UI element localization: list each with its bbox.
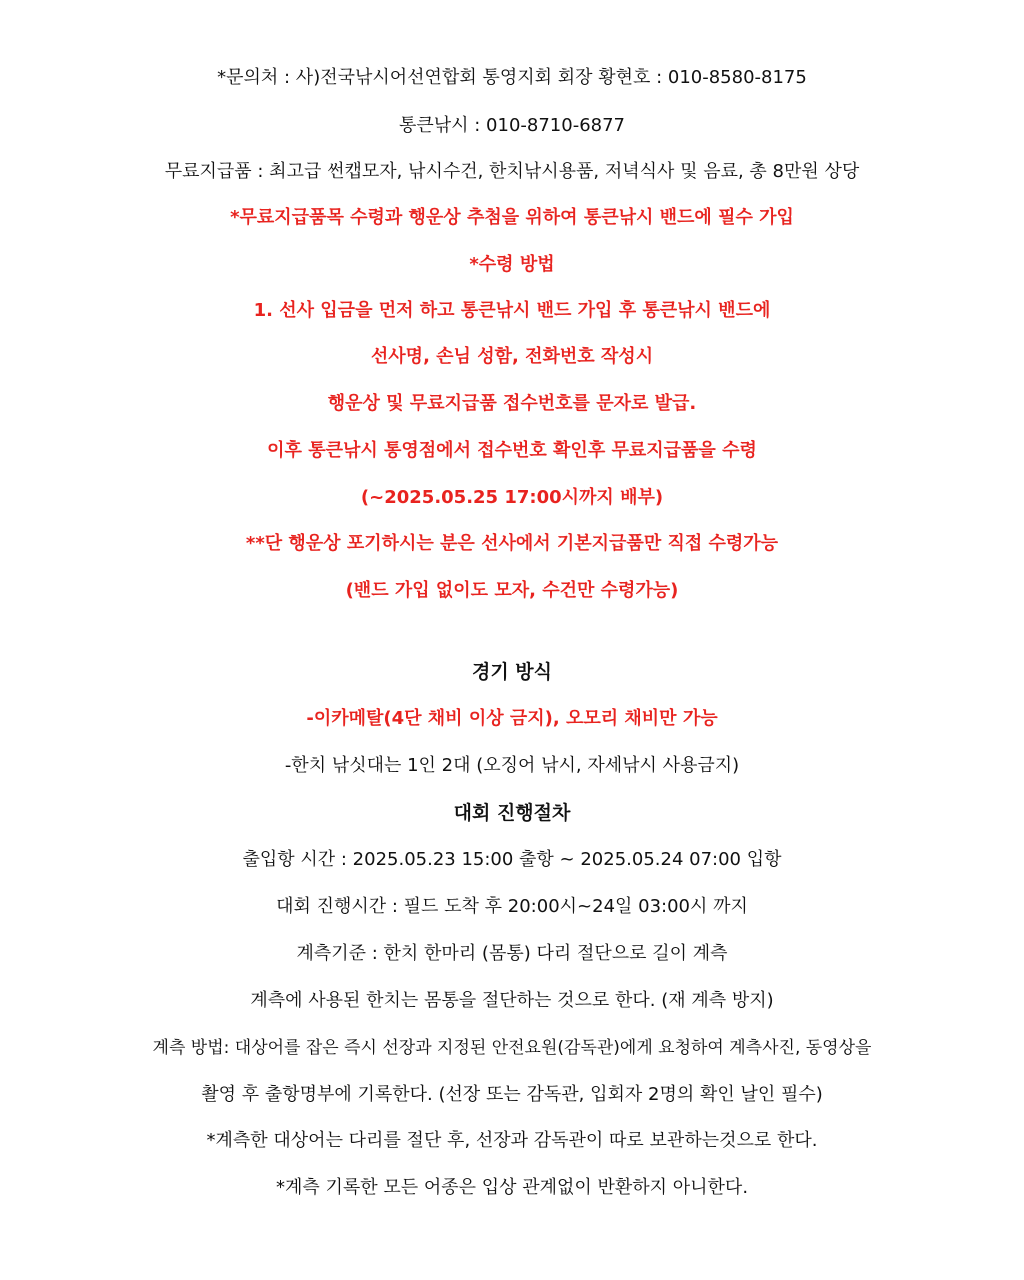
measure-method: 계측 방법: 대상어를 잡은 즉시 선장과 지정된 안전요원(감독관)에게 요청하여 계측사진, 동영상을 [152,1038,872,1058]
receipt-step-3: 이후 통큰낚시 통영점에서 접수번호 확인후 무료지급품을 수령 [267,440,757,461]
receipt-step-2: 행운상 및 무료지급품 접수번호를 문자로 발급. [327,393,697,414]
prize-exception: **단 행운상 포기하시는 분은 선사에서 기본지급품만 직접 수령가능 [245,533,779,554]
receipt-step-1-continued: 선사명, 손님 성함, 전화번호 작성시 [370,346,654,367]
measure-standard: 계측기준 : 한치 한마리 (몸통) 다리 절단으로 길이 계측 [296,943,728,964]
game-rule-rods: -한치 낚싯대는 1인 2대 (오징어 낚시, 자세낚시 사용금지) [284,755,740,776]
band-required-notice: *무료지급품목 수령과 행운상 추첨을 위하여 통큰낚시 밴드에 필수 가입 [230,207,794,228]
storage-note: *계측한 대상어는 다리를 절단 후, 선장과 감독관이 따로 보관하는것으로 한다. [206,1130,818,1151]
no-return-note: *계측 기록한 모든 어종은 입상 관계없이 반환하지 아니한다. [275,1177,749,1198]
receipt-step-1: 1. 선사 입금을 먼저 하고 통큰낚시 밴드 가입 후 통큰낚시 밴드에 [253,300,771,321]
distribution-deadline: (~2025.05.25 17:00시까지 배부) [360,487,664,508]
contest-time: 대회 진행시간 : 필드 도착 후 20:00시~24일 03:00시 까지 [276,896,748,917]
inquiry-contact: *문의처 : 사)전국낚시어선연합회 통영지회 회장 황현호 : 010-8580-8175 [217,67,807,88]
game-rule-rig: -이카메탈(4단 채비 이상 금지), 오모리 채비만 가능 [306,708,718,729]
procedure-title: 대회 진행절차 [453,802,571,824]
port-time: 출입항 시간 : 2025.05.23 15:00 출항 ~ 2025.05.24 07:00 입항 [242,849,782,870]
receipt-method-title: *수령 방법 [469,254,555,275]
game-rules-title: 경기 방식 [471,661,553,683]
prize-exception-note: (밴드 가입 없이도 모자, 수건만 수령가능) [345,580,679,601]
free-items: 무료지급품 : 최고급 썬캡모자, 낚시수건, 한치낚시용품, 저녁식사 및 음료, 총 8만원 상당 [164,161,860,182]
shop-contact: 통큰낚시 : 010-8710-6877 [398,115,626,136]
measure-note: 계측에 사용된 한치는 몸통을 절단하는 것으로 한다. (재 계측 방지) [250,990,774,1011]
measure-method-continued: 촬영 후 출항명부에 기록한다. (선장 또는 감독관, 입회자 2명의 확인 날인 필수) [201,1084,823,1105]
